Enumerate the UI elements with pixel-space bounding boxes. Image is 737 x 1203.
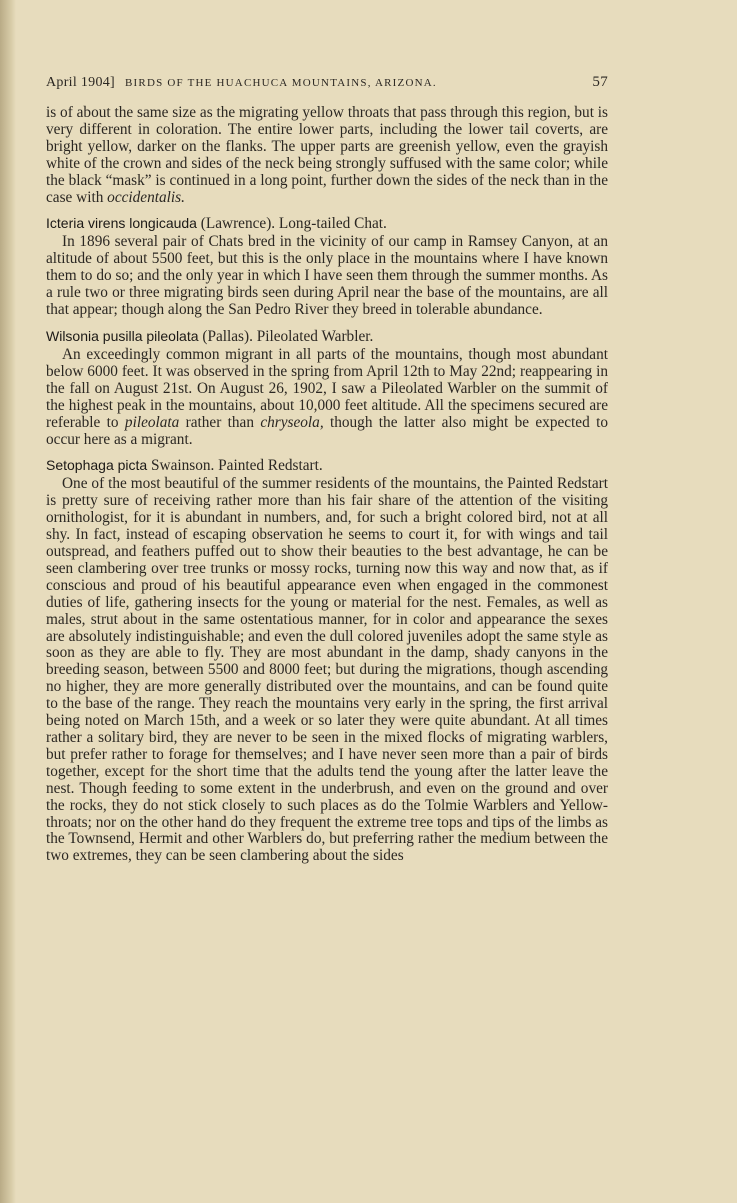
warbler-text-a: An exceedingly common migrant in all parts of the mountains, though most abundant below 6000 feet. It was observed in the spring from April 12th to May 22nd; reappearing in the fall on August 21st. On August 26, 1902, I saw a Pileolated Warbler on the summit of the highest peak in the mountains, about 10,000 feet altitude. All the specimens secured are referable to [46,345,608,431]
species-name-redstart: Setophaga picta [46,457,148,474]
species-heading-chat [46,215,608,233]
running-head [46,74,608,91]
species-name-chat: Icteria virens longicauda [46,215,197,232]
article-title: BIRDS OF THE HUACHUCA MOUNTAINS, ARIZONA. [125,77,437,89]
warbler-text-b: rather than [179,413,261,431]
species-authority-redstart: Swainson. Painted Redstart. [147,457,323,475]
species-heading-redstart [46,457,608,475]
continuation-italic: occidentalis. [107,188,185,206]
species-body-chat: In 1896 several pair of Chats bred in the vicinity of our camp in Ramsey Canyon, at an altitude of about 5500 feet, but this is the only place in the mountains where I have known them to do so; and the only year in which I have seen them through the summer months. As a rule two or three migrating birds seen during April near the base of the mountains, are all that appear; though along the San Pedro River they breed in tolerable abundance. [46,233,608,319]
continuation-paragraph [46,105,608,206]
issue-date: April 1904] [46,75,116,90]
page-number: 57 [592,74,608,90]
species-authority-warbler: (Pallas). Pileolated Warbler. [198,327,374,345]
journal-page [46,74,608,865]
species-heading-warbler [46,328,608,346]
warbler-italic-1: pileolata [124,413,180,431]
continuation-text: is of about the same size as the migrating yellow throats that pass through this region, but is very different in coloration. The entire lower parts, including the lower tail coverts, are bright yellow, darker on the flanks. The upper parts are greenish yellow, even the grayish white of the crown and sides of the neck being strongly suffused with the same color; while the black “mask” is continued in a long point, further down the sides of the neck than in the case with [46,104,608,206]
warbler-text-c: though the latter also might be expected to occur here as a migrant. [46,413,608,448]
page-gutter-shadow [0,0,16,1203]
species-body-redstart: One of the most beautiful of the summer residents of the mountains, the Painted Redstart is pretty sure of receiving rather more than his fair share of the attention of the visiting ornithologist, for it is abundant in numbers, and, for such a bright colored bird, not at all shy. In fact, instead of escaping observation he seems to court it, for with wings and tail outspread, and feathers puffed out to show their beauties to the best advantage, he can be seen clambering over tree trunks or mossy rocks, turning now this way and now that, as if conscious and proud of his beautiful appearance even when engaged in the commonest duties of life, gathering insects for the young or material for the nest. Females, as well as males, strut about in the same ostentatious manner, for in color and appearance the sexes are absolutely indistinguishable; and even the dull colored juveniles adopt the same style as soon as they are able to fly. They are most abundant in the damp, shady canyons in the breeding season, between 5500 and 8000 feet; but during the migrations, though ascending no higher, they are more generally distributed over the mountains, and can be found quite to the base of the range. They reach the mountains very early in the spring, the first arrival being noted on March 15th, and a week or so later they were quite abundant. At all times rather a solitary bird, they are never to be seen in the mixed flocks of migrating warblers, but prefer rather to forage for themselves; and I have never seen more than a pair of birds together, except for the short time that the adults tend the young after the latter leave the nest. Though feeding to some extent in the underbrush, and even on the ground and over the rocks, they do not stick closely to such places as do the Tolmie Warblers and Yellow-throats; nor on the other hand do they frequent the extreme tree tops and tips of the limbs as the Townsend, Hermit and other Warblers do, but preferring rather the medium between the two extremes, they can be seen clambering about the sides [46,475,608,865]
species-name-warbler: Wilsonia pusilla pileolata [46,327,199,344]
species-authority-chat: (Lawrence). Long-tailed Chat. [196,215,387,233]
warbler-italic-2: chryseola, [260,413,324,431]
species-body-warbler [46,347,608,448]
